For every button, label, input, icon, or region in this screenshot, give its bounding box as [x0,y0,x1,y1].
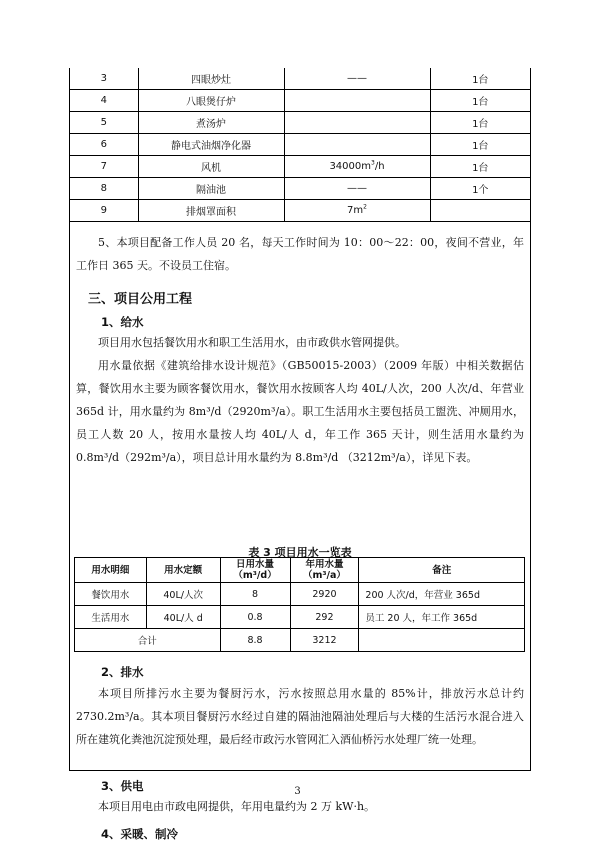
frame-bottom-line [69,770,531,771]
power-heading: 3、供电 [101,779,144,793]
staff-paragraph: 5、本项目配备工作人员 20 名，每天工作时间为 10：00～22：00，夜间不营业，年工作日 365 天。不设员工住宿。 [76,236,524,272]
table-total-row [75,629,525,652]
row-number: 3 [70,68,138,90]
cell: 2920 [290,583,359,606]
equipment-spec [284,112,430,134]
equipment-name: 风机 [138,156,284,178]
total-annual: 3212 [290,629,359,652]
equipment-spec: —— [284,178,430,200]
water-paragraph-1: 项目用水包括餐饮用水和职工生活用水，由市政供水管网提供。 [98,336,406,349]
equipment-name: 排烟罩面积 [138,200,284,222]
equipment-spec [284,90,430,112]
table-row [75,606,525,629]
equipment-spec: —— [284,68,430,90]
row-number: 5 [70,112,138,134]
table-row [70,112,530,134]
table-row [70,178,530,200]
spec-value: 34000m [329,161,371,172]
spec-unit: /h [374,161,385,172]
water-paragraph-2: 用水量依据《建筑给排水设计规范》（GB50015-2003）（2009 年版）中相关数据估算，餐饮用水主要为顾客餐饮用水，餐饮用水按顾客人均 40L/人次，200 人次/d、年营业 365d 计，用水量约为 8m³/d（2920m³/a）。职工生活用水主要包括员工盥洗、冲厕用水，员工人数 20 人，按用水量按人均 40L/人 d，年工作 365 天计，则生活用水量约为 0.8m³/d（292m³/a），项目总计用水量约为 8.8m³/d （3212m³/a），详见下表。 [76,359,524,464]
water-heading: 1、给水 [101,315,144,329]
drainage-heading: 2、排水 [101,665,144,679]
equipment-spec [284,134,430,156]
table3-caption: 表 3 项目用水一览表 [248,546,352,559]
cell: 0.8 [220,606,290,629]
table-row [70,68,530,90]
equipment-spec [284,156,430,178]
cell: 40L/人 d [146,606,220,629]
cell: 200 人次/d，年营业 365d [359,583,525,606]
col-header-annual: 年用水量 （m³/a） [290,558,359,583]
cell: 餐饮用水 [75,583,147,606]
table-row [70,200,530,222]
total-label: 合计 [75,629,221,652]
equipment-qty: 1台 [430,112,530,134]
table-row [70,134,530,156]
col-header-daily: 日用水量 （m³/d） [220,558,290,583]
equipment-table [70,68,530,222]
equipment-qty [430,200,530,222]
equipment-qty: 1台 [430,68,530,90]
hvac-heading: 4、采暖、制冷 [101,827,179,841]
row-number: 7 [70,156,138,178]
cell: 292 [290,606,359,629]
equipment-name: 静电式油烟净化器 [138,134,284,156]
section-title: 三、项目公用工程 [88,292,193,307]
equipment-name: 四眼炒灶 [138,68,284,90]
equipment-name: 煮汤炉 [138,112,284,134]
cell: 40L/人次 [146,583,220,606]
table-row [70,90,530,112]
cell: 员工 20 人，年工作 365d [359,606,525,629]
equipment-qty: 1台 [430,90,530,112]
col-header-quota: 用水定额 [146,558,220,583]
total-daily: 8.8 [220,629,290,652]
page-frame [69,68,531,841]
table-row [70,156,530,178]
table-row [75,583,525,606]
row-number: 8 [70,178,138,200]
power-paragraph: 本项目用电由市政电网提供，年用电量约为 2 万 kW·h。 [98,800,376,813]
equipment-name: 隔油池 [138,178,284,200]
total-remark [359,629,525,652]
cell: 生活用水 [75,606,147,629]
cell: 8 [220,583,290,606]
row-number: 6 [70,134,138,156]
drainage-paragraph: 本项目所排污水主要为餐厨污水，污水按照总用水量的 85%计，排放污水总计约 2730.2m³/a。其本项目餐厨污水经过自建的隔油池隔油处理后与大楼的生活污水混合进入所在建筑化粪池沉淀预处理，最后经市政污水管网汇入酒仙桥污水处理厂统一处理。 [76,687,524,746]
col-header-detail: 用水明细 [75,558,147,583]
spec-superscript: 3 [371,159,375,167]
page-number: 3 [294,786,301,797]
equipment-qty: 1个 [430,178,530,200]
water-use-table [74,557,525,652]
row-number: 4 [70,90,138,112]
spec-superscript: 2 [363,203,367,211]
equipment-name: 八眼煲仔炉 [138,90,284,112]
equipment-qty: 1台 [430,134,530,156]
equipment-spec [284,200,430,222]
col-header-remark: 备注 [359,558,525,583]
row-number: 9 [70,200,138,222]
spec-value: 7m [347,205,364,216]
equipment-qty: 1台 [430,156,530,178]
